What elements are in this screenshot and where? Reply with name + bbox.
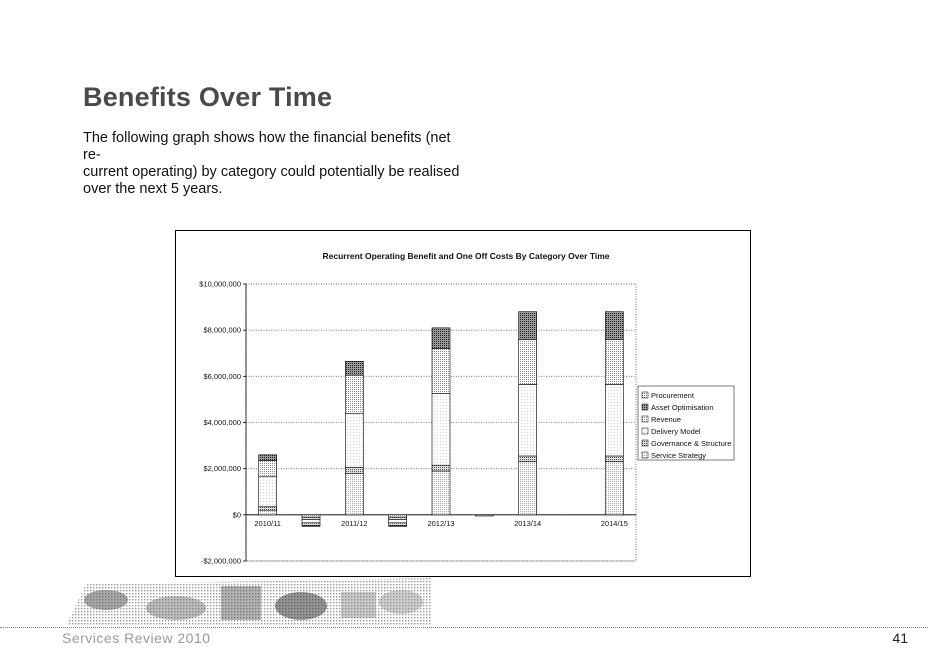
page-number: 41: [892, 630, 908, 646]
intro-line: current operating) by category could potentially be realised: [83, 164, 460, 180]
legend-label: Revenue: [651, 415, 682, 424]
bar-segment: [519, 339, 537, 384]
chart-frame: [175, 230, 751, 577]
bar-segment: [302, 517, 320, 519]
bar-segment: [259, 455, 277, 461]
legend-swatch: [642, 428, 648, 434]
y-tick-label: $8,000,000: [203, 325, 241, 335]
bar-segment: [259, 507, 277, 510]
legend-label: Asset Optimisation: [651, 403, 714, 412]
bar-segment: [259, 510, 277, 515]
bar-segment: [302, 525, 320, 526]
legend-swatch: [642, 440, 648, 446]
x-tick-label: 2010/11: [254, 518, 281, 528]
benefits-chart: [176, 231, 752, 578]
y-tick-label: -$2,000,000: [200, 556, 241, 566]
y-tick-label: $10,000,000: [199, 279, 241, 289]
x-tick-label: 2012/13: [427, 518, 455, 528]
bar-segment: [302, 519, 320, 522]
intro-line: The following graph shows how the financial benefits (net re-: [83, 130, 451, 163]
bar-segment: [605, 339, 623, 384]
bar-segment: [389, 517, 407, 519]
bar-segment: [605, 456, 623, 462]
footer-divider: [0, 627, 928, 628]
legend-swatch: [642, 452, 648, 458]
bar-segment: [345, 468, 363, 474]
y-tick-label: $6,000,000: [203, 371, 241, 381]
bar-segment: [519, 462, 537, 515]
bar-segment: [605, 312, 623, 340]
bar-segment: [345, 375, 363, 413]
page-title: Benefits Over Time: [83, 82, 333, 112]
photo-strip-image: [66, 578, 432, 626]
bar-segment: [519, 312, 537, 340]
legend-swatch: [642, 392, 648, 398]
intro-paragraph: [83, 130, 463, 198]
legend-label: Governance & Structure: [651, 439, 732, 448]
legend-swatch: [642, 404, 648, 410]
bar-segment: [432, 465, 450, 471]
bar-segment: [345, 361, 363, 375]
intro-line: over the next 5 years.: [83, 181, 223, 197]
footer-document-title: Services Review 2010: [62, 630, 211, 646]
bar-segment: [302, 523, 320, 525]
y-tick-label: $2,000,000: [203, 464, 241, 474]
bar-segment: [389, 515, 407, 517]
bar-segment: [432, 328, 450, 349]
legend-label: Service Strategy: [651, 451, 707, 460]
x-tick-label: 2011/12: [341, 518, 368, 528]
legend-label: Delivery Model: [651, 427, 701, 436]
legend-swatch: [642, 416, 648, 422]
bar-segment: [259, 461, 277, 477]
bar-segment: [432, 471, 450, 515]
y-tick-label: $4,000,000: [203, 418, 241, 427]
bar-segment: [259, 477, 277, 507]
bar-segment: [475, 515, 493, 516]
bar-segment: [519, 456, 537, 462]
x-tick-label: 2013/14: [514, 518, 542, 528]
bar-segment: [519, 384, 537, 456]
x-tick-label: 2014/15: [600, 518, 628, 528]
bar-segment: [302, 515, 320, 517]
bar-segment: [605, 384, 623, 456]
bar-segment: [432, 394, 450, 466]
bar-segment: [389, 525, 407, 526]
bar-segment: [389, 519, 407, 522]
bar-segment: [389, 523, 407, 525]
bar-segment: [432, 349, 450, 394]
y-tick-label: $0: [232, 510, 241, 520]
bar-segment: [345, 473, 363, 515]
bar-segment: [345, 413, 363, 467]
legend-label: Procurement: [651, 391, 694, 400]
bar-segment: [605, 462, 623, 515]
chart-title: Recurrent Operating Benefit and One Off Costs By Category Over Time: [322, 251, 610, 261]
